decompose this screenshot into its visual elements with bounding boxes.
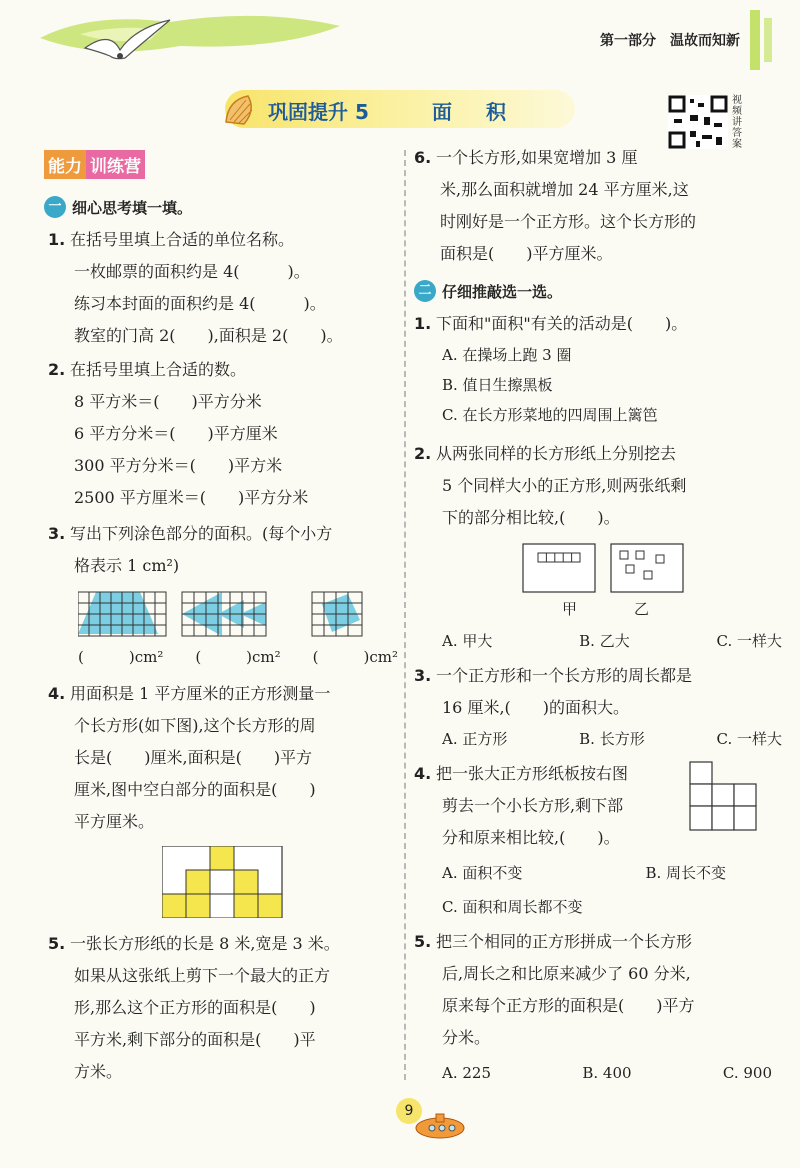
choice-question-2 bbox=[414, 438, 784, 534]
option-a[interactable]: A. 甲大 bbox=[442, 632, 493, 650]
question-line: 平方米,剩下部分的面积是( )平 bbox=[74, 1030, 316, 1049]
question-line: 时刚好是一个正方形。这个长方形的 bbox=[440, 212, 697, 231]
question-line: 16 厘米,( )的面积大。 bbox=[442, 698, 630, 717]
question-line: 300 平方分米＝( )平方米 bbox=[74, 456, 283, 475]
choice-question-4-options-row1 bbox=[442, 858, 762, 888]
answer-blank[interactable]: ( )cm² bbox=[312, 648, 398, 666]
qr-label: 视频讲答案 bbox=[732, 95, 742, 150]
question-stem: 一张长方形纸的长是 8 米,宽是 3 米。 bbox=[70, 934, 340, 953]
submarine-icon bbox=[412, 1110, 468, 1140]
question-line: 下的部分相比较,( )。 bbox=[442, 508, 620, 527]
paper-figures bbox=[522, 543, 684, 595]
question-stem: 把一张大正方形纸板按右图 bbox=[436, 764, 629, 783]
question-line: 格表示 1 cm²) bbox=[74, 556, 180, 575]
question-3 bbox=[48, 518, 398, 582]
question-2 bbox=[48, 354, 398, 514]
section-two-header bbox=[414, 280, 562, 302]
question-stem: 在括号里填上合适的单位名称。 bbox=[70, 230, 295, 249]
choice-question-4 bbox=[414, 758, 694, 854]
option-b[interactable]: B. 长方形 bbox=[579, 730, 645, 748]
lesson-topic: 面积 bbox=[432, 100, 540, 124]
section-title: 细心思考填一填。 bbox=[72, 198, 193, 217]
option-a[interactable]: A. 在操场上跑 3 圈 bbox=[442, 346, 572, 364]
question-stem: 把三个相同的正方形拼成一个长方形 bbox=[436, 932, 693, 951]
question-number: 2. bbox=[414, 444, 432, 463]
section-label: 第一部分 温故而知新 bbox=[600, 33, 740, 49]
question-number: 3. bbox=[48, 524, 66, 543]
option-c[interactable]: C. 在长方形菜地的四周围上篱笆 bbox=[442, 406, 658, 424]
question-line: 长是( )厘米,面积是( )平方 bbox=[74, 748, 313, 767]
shell-icon bbox=[222, 92, 258, 128]
question-number: 1. bbox=[48, 230, 66, 249]
grid-figure-tilted-square bbox=[312, 592, 362, 636]
question-line: 形,那么这个正方形的面积是( ) bbox=[74, 998, 316, 1017]
question-line: 练习本封面的面积约是 4( )。 bbox=[74, 294, 326, 313]
question-line: 米,那么面积就增加 24 平方厘米,这 bbox=[440, 180, 689, 199]
question-line: 5 个同样大小的正方形,则两张纸剩 bbox=[442, 476, 687, 495]
question-number: 4. bbox=[414, 764, 432, 783]
question-stem: 一个长方形,如果宽增加 3 厘 bbox=[436, 148, 638, 167]
ability-tag bbox=[44, 150, 145, 179]
question-line: 如果从这张纸上剪下一个最大的正方 bbox=[74, 966, 331, 985]
section-one-header bbox=[44, 196, 192, 218]
option-c[interactable]: C. 一样大 bbox=[716, 632, 782, 650]
answer-blank[interactable]: ( )cm² bbox=[195, 648, 281, 666]
question-line: 分和原来相比较,( )。 bbox=[442, 828, 620, 847]
page-number: 9 bbox=[396, 1098, 422, 1124]
question-stem: 写出下列涂色部分的面积。(每个小方 bbox=[70, 524, 333, 543]
question-line: 2500 平方厘米＝( )平方分米 bbox=[74, 488, 309, 507]
option-a[interactable]: A. 正方形 bbox=[442, 730, 508, 748]
question-line: 一枚邮票的面积约是 4( )。 bbox=[74, 262, 310, 281]
figure-label-yi: 乙 bbox=[634, 600, 650, 618]
column-divider bbox=[404, 150, 406, 1080]
option-a[interactable]: A. 225 bbox=[442, 1064, 491, 1082]
question-3-answers bbox=[78, 646, 398, 667]
paper-yi bbox=[611, 544, 683, 592]
option-c[interactable]: C. 一样大 bbox=[716, 730, 782, 748]
question-6-continued bbox=[440, 174, 790, 270]
question-line: 分米。 bbox=[442, 1028, 491, 1047]
question-line: 原来每个正方形的面积是( )平方 bbox=[442, 996, 695, 1015]
grid-figure-trapezoid bbox=[78, 592, 166, 636]
choice-question-3 bbox=[414, 660, 784, 724]
question-4 bbox=[48, 678, 398, 838]
question-number: 5. bbox=[48, 934, 66, 953]
option-b[interactable]: B. 周长不变 bbox=[645, 864, 726, 882]
qr-code-icon[interactable] bbox=[668, 95, 728, 149]
question-stem: 下面和"面积"有关的活动是( )。 bbox=[436, 314, 688, 333]
question-line: 平方厘米。 bbox=[74, 812, 155, 831]
option-c[interactable]: C. 900 bbox=[722, 1064, 772, 1082]
question-number: 4. bbox=[48, 684, 66, 703]
question-stem: 在括号里填上合适的数。 bbox=[70, 360, 247, 379]
question-stem: 用面积是 1 平方厘米的正方形测量一 bbox=[70, 684, 331, 703]
question-number: 5. bbox=[414, 932, 432, 951]
question-line: 后,周长之和比原来减少了 60 分米, bbox=[442, 964, 691, 983]
question-number: 1. bbox=[414, 314, 432, 333]
grid-figure-triangles bbox=[182, 592, 266, 636]
question-line: 方米。 bbox=[74, 1062, 123, 1081]
question-1 bbox=[48, 224, 398, 352]
tag-right: 训练营 bbox=[86, 150, 145, 179]
figure-label-jia: 甲 bbox=[562, 600, 578, 618]
section-number: 二 bbox=[414, 280, 436, 302]
choice-question-1 bbox=[414, 308, 784, 430]
question-stem: 从两张同样的长方形纸上分别挖去 bbox=[436, 444, 677, 463]
option-b[interactable]: B. 乙大 bbox=[579, 632, 630, 650]
lesson-title: 巩固提升 5 bbox=[268, 100, 369, 124]
cut-square-figure bbox=[688, 760, 766, 834]
option-c[interactable]: C. 面积和周长都不变 bbox=[442, 898, 583, 916]
question-line: 个长方形(如下图),这个长方形的周 bbox=[74, 716, 316, 735]
option-b[interactable]: B. 400 bbox=[582, 1064, 632, 1082]
question-5 bbox=[48, 928, 400, 1088]
choice-question-5-options bbox=[442, 1058, 772, 1088]
section-title: 仔细推敲选一选。 bbox=[442, 282, 563, 301]
option-b[interactable]: B. 值日生擦黑板 bbox=[442, 376, 553, 394]
tag-left: 能力 bbox=[44, 150, 86, 179]
answer-blank[interactable]: ( )cm² bbox=[78, 648, 164, 666]
question-line: 面积是( )平方厘米。 bbox=[440, 244, 613, 263]
choice-question-3-options bbox=[442, 724, 782, 754]
question-line: 教室的门高 2( ),面积是 2( )。 bbox=[74, 326, 343, 345]
staircase-figure bbox=[162, 846, 286, 918]
grid-figures bbox=[78, 590, 388, 642]
option-a[interactable]: A. 面积不变 bbox=[442, 864, 523, 882]
question-6 bbox=[414, 142, 664, 174]
question-line: 厘米,图中空白部分的面积是( ) bbox=[74, 780, 316, 799]
section-number: 一 bbox=[44, 196, 66, 218]
question-number: 3. bbox=[414, 666, 432, 685]
paper-jia bbox=[523, 544, 595, 592]
question-stem: 一个正方形和一个长方形的周长都是 bbox=[436, 666, 693, 685]
choice-question-2-options bbox=[442, 626, 782, 656]
question-line: 剪去一个小长方形,剩下部 bbox=[442, 796, 624, 815]
question-number: 2. bbox=[48, 360, 66, 379]
choice-question-5 bbox=[414, 926, 784, 1054]
question-line: 6 平方分米＝( )平方厘米 bbox=[74, 424, 278, 443]
question-number: 6. bbox=[414, 148, 432, 167]
question-line: 8 平方米＝( )平方分米 bbox=[74, 392, 262, 411]
